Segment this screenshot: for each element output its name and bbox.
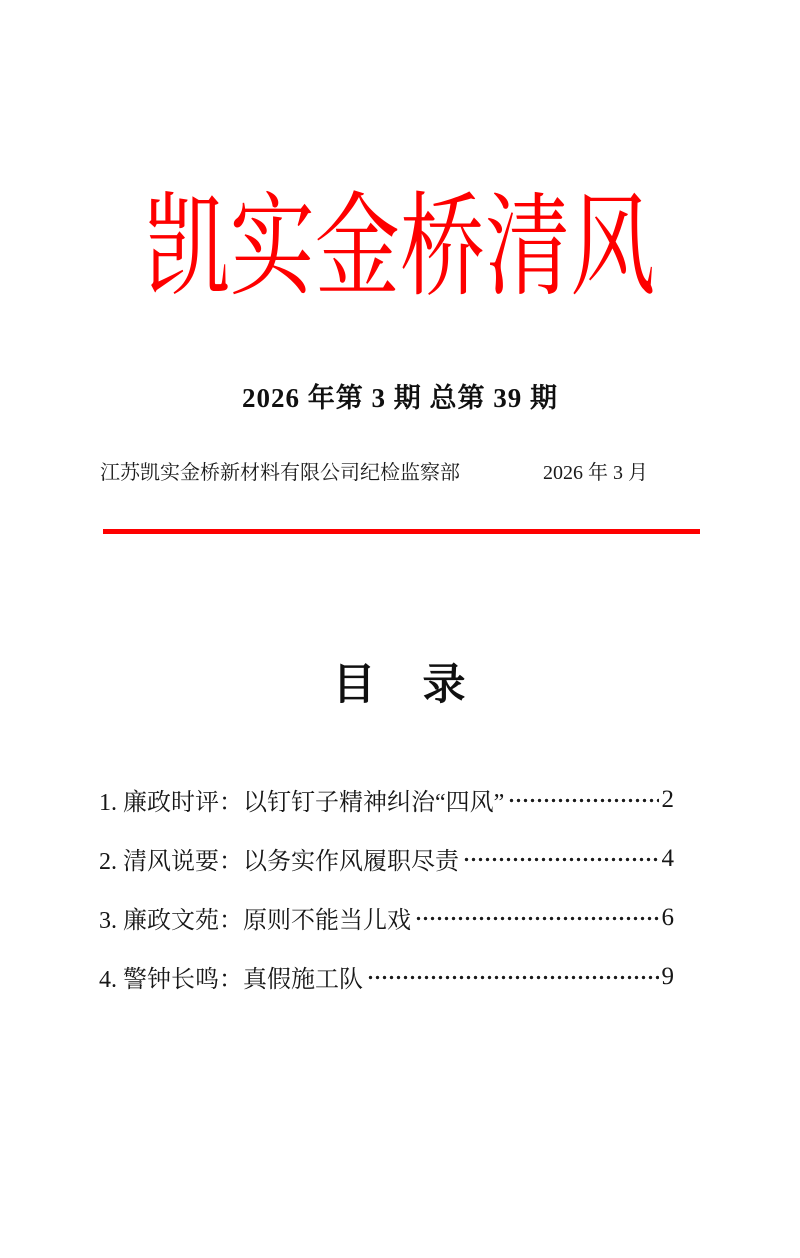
- toc-heading: 目 录: [332, 662, 468, 709]
- toc-item: [99, 947, 674, 1006]
- toc-item-label: 1. 廉政时评：以钉钉子精神纠治“四风”: [99, 790, 505, 816]
- toc-page-number: 6: [661, 903, 674, 931]
- publisher-name: 江苏凯实金桥新材料有限公司纪检监察部: [100, 462, 460, 484]
- toc-item-label: 2. 清风说要：以务实作风履职尽责: [99, 849, 459, 875]
- toc-list: [99, 770, 674, 1006]
- toc-page-number: 9: [661, 962, 674, 990]
- toc-item-label: 3. 廉政文苑：原则不能当儿戏: [99, 908, 411, 934]
- issue-line: 2026 年第 3 期 总第 39 期: [242, 383, 558, 413]
- publish-date: 2026 年 3 月: [543, 462, 648, 484]
- toc-page-number: 4: [661, 844, 674, 872]
- red-divider-rule: [103, 529, 700, 534]
- publisher-row: [100, 458, 700, 488]
- dot-leader: [415, 888, 659, 947]
- dot-leader: [367, 947, 659, 1006]
- toc-item: [99, 888, 674, 947]
- toc-item-label: 4. 警钟长鸣：真假施工队: [99, 967, 363, 993]
- toc-page-number: 2: [661, 785, 674, 813]
- newsletter-title: 凯实金桥清风: [144, 186, 656, 310]
- toc-item: [99, 829, 674, 888]
- toc-item: [99, 770, 674, 829]
- dot-leader: [508, 770, 658, 829]
- dot-leader: [463, 829, 659, 888]
